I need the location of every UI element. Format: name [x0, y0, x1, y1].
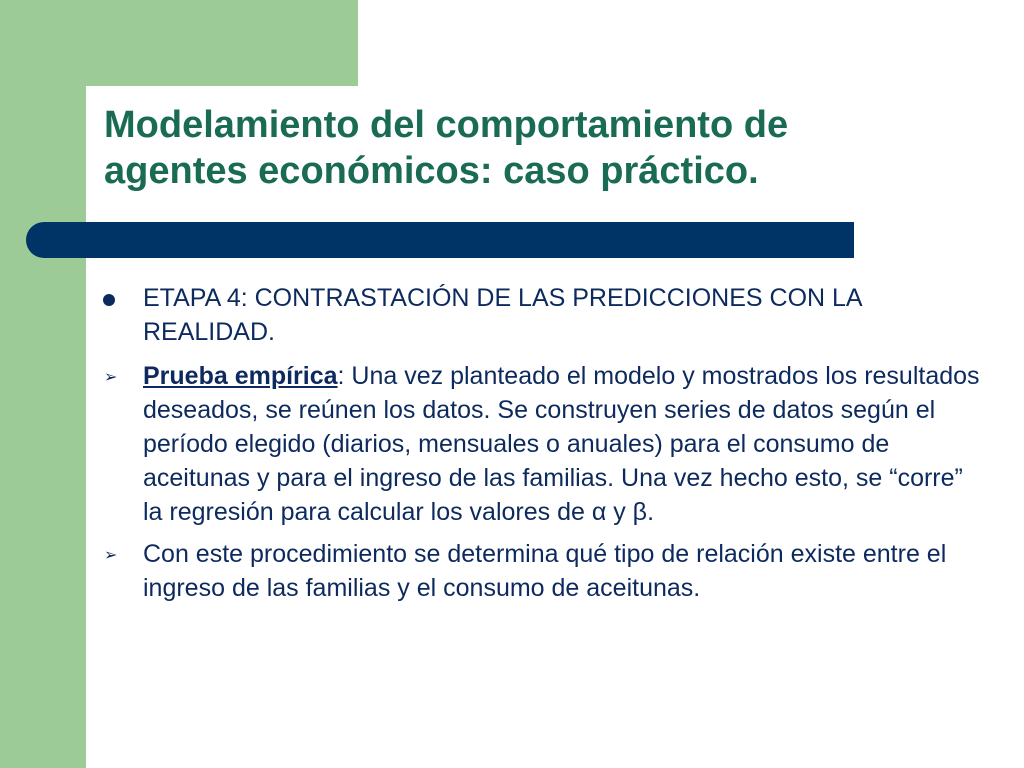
arrow-icon: ➢ — [104, 369, 118, 386]
decorative-green-band-top — [0, 0, 358, 86]
bullet-empirical-test — [100, 359, 980, 529]
slide-title — [104, 102, 984, 194]
bullet-text: ETAPA 4: CONTRASTACIÓN DE LAS PREDICCIONES CON LA REALIDAD. — [143, 284, 862, 346]
bullet-term: Prueba empírica — [143, 362, 338, 390]
title-divider-bar — [26, 222, 854, 258]
bullet-procedure — [100, 537, 980, 605]
slide-title-line-1: Modelamiento del comportamiento de — [104, 104, 789, 146]
slide-title-line-2: agentes económicos: caso práctico. — [104, 150, 759, 192]
bullet-stage-4 — [100, 281, 980, 349]
dot-icon — [100, 281, 115, 315]
bullet-text: Con este procedimiento se determina qué tipo de relación existe entre el ingreso de las familias y el consumo de aceitunas. — [143, 540, 947, 602]
bullet-text: : Una vez planteado el modelo y mostrados los resultados deseados, se reúnen los datos. Se construyen series de datos según el período elegido (diarios, mensuales o anuales) para el consumo de aceitunas y para el ingreso de las familias. Una vez hecho esto, se “corre” la regresión para calcular los valores de α y β. — [143, 362, 980, 526]
decorative-green-band-left — [0, 0, 86, 768]
arrow-icon: ➢ — [104, 547, 118, 564]
slide-body — [100, 281, 980, 613]
